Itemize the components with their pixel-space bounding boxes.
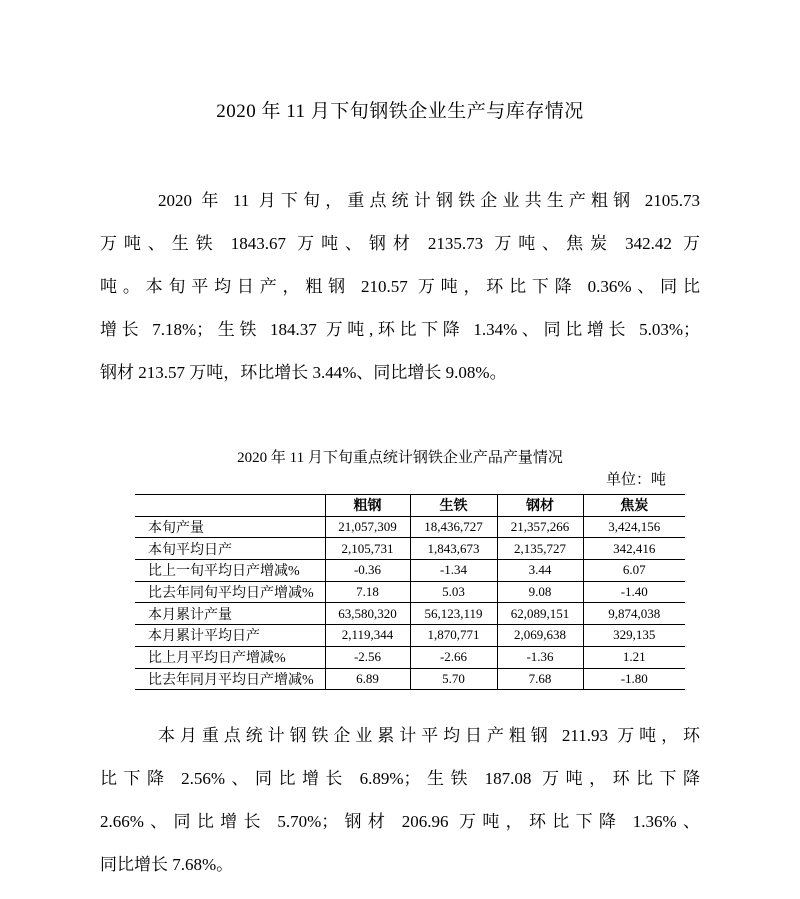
row-label-cell: 本旬产量 [135, 516, 325, 538]
value-cell: 3,424,156 [583, 516, 685, 538]
row-label-cell: 本旬平均日产 [135, 538, 325, 560]
value-cell: 21,057,309 [325, 516, 410, 538]
value-cell: -1.36 [497, 646, 583, 668]
value-cell: 62,089,151 [497, 603, 583, 625]
table-header-row [135, 495, 685, 517]
value-cell: 5.70 [410, 668, 497, 690]
value-cell: 2,069,638 [497, 625, 583, 647]
value-cell: 18,436,727 [410, 516, 497, 538]
value-cell: 9,874,038 [583, 603, 685, 625]
value-cell: 2,119,344 [325, 625, 410, 647]
row-label-cell: 比去年同月平均日产增减% [135, 668, 325, 690]
paragraph-monthly-summary [100, 714, 700, 886]
unit-label: 单位：吨 [605, 472, 666, 488]
value-cell: 6.07 [583, 560, 685, 582]
row-label-cell: 本月累计产量 [135, 603, 325, 625]
value-cell: 1,870,771 [410, 625, 497, 647]
page-title: 2020 年 11 月下旬钢铁企业生产与库存情况 [216, 101, 584, 122]
value-cell: 6.89 [325, 668, 410, 690]
paragraph-production-summary [100, 179, 700, 394]
table-row [135, 625, 685, 647]
table-row [135, 646, 685, 668]
value-cell: 56,123,119 [410, 603, 497, 625]
production-table [135, 494, 685, 690]
paragraph-line: 比下降 2.56%、同比增长 6.89%；生铁 187.08 万吨，环比下降 [100, 769, 700, 788]
value-cell: 1,843,673 [410, 538, 497, 560]
value-cell: -2.66 [410, 646, 497, 668]
value-cell: 63,580,320 [325, 603, 410, 625]
paragraph-line: 同比增长 7.68%。 [100, 855, 234, 874]
value-cell: -2.56 [325, 646, 410, 668]
paragraph-line: 吨。本旬平均日产，粗钢 210.57 万吨，环比下降 0.36%、同比 [100, 277, 700, 296]
table-row [135, 668, 685, 690]
value-cell: 2,135,727 [497, 538, 583, 560]
table-title: 2020 年 11 月下旬重点统计钢铁企业产品产量情况 [237, 450, 563, 466]
table-header-cell [135, 495, 325, 517]
value-cell: -1.80 [583, 668, 685, 690]
value-cell: 7.18 [325, 581, 410, 603]
value-cell: -1.34 [410, 560, 497, 582]
row-label-cell: 比去年同旬平均日产增减% [135, 581, 325, 603]
value-cell: 2,105,731 [325, 538, 410, 560]
value-cell: 7.68 [497, 668, 583, 690]
row-label-cell: 比上一旬平均日产增减% [135, 560, 325, 582]
value-cell: -1.40 [583, 581, 685, 603]
table-header-cell: 焦炭 [583, 495, 685, 517]
table-row [135, 603, 685, 625]
table-header-cell: 钢材 [497, 495, 583, 517]
paragraph-line: 钢材 213.57 万吨，环比增长 3.44%、同比增长 9.08%。 [100, 363, 507, 382]
value-cell: 1.21 [583, 646, 685, 668]
value-cell: 342,416 [583, 538, 685, 560]
paragraph-line: 2020 年 11 月下旬，重点统计钢铁企业共生产粗钢 2105.73 [158, 191, 700, 210]
paragraph-line: 本月重点统计钢铁企业累计平均日产粗钢 211.93 万吨，环 [158, 726, 700, 745]
value-cell: 329,135 [583, 625, 685, 647]
value-cell: -0.36 [325, 560, 410, 582]
value-cell: 21,357,266 [497, 516, 583, 538]
table-header-cell: 生铁 [410, 495, 497, 517]
table-row [135, 560, 685, 582]
table-row [135, 516, 685, 538]
table-header-cell: 粗钢 [325, 495, 410, 517]
row-label-cell: 本月累计平均日产 [135, 625, 325, 647]
paragraph-line: 2.66%、同比增长 5.70%；钢材 206.96 万吨，环比下降 1.36%、 [100, 812, 700, 831]
value-cell: 3.44 [497, 560, 583, 582]
table-row [135, 581, 685, 603]
value-cell: 5.03 [410, 581, 497, 603]
table-row [135, 538, 685, 560]
paragraph-line: 增长 7.18%；生铁 184.37 万吨,环比下降 1.34%、同比增长 5.03%； [100, 320, 700, 339]
value-cell: 9.08 [497, 581, 583, 603]
row-label-cell: 比上月平均日产增减% [135, 646, 325, 668]
paragraph-line: 万吨、生铁 1843.67 万吨、钢材 2135.73 万吨、焦炭 342.42 万 [100, 234, 700, 253]
